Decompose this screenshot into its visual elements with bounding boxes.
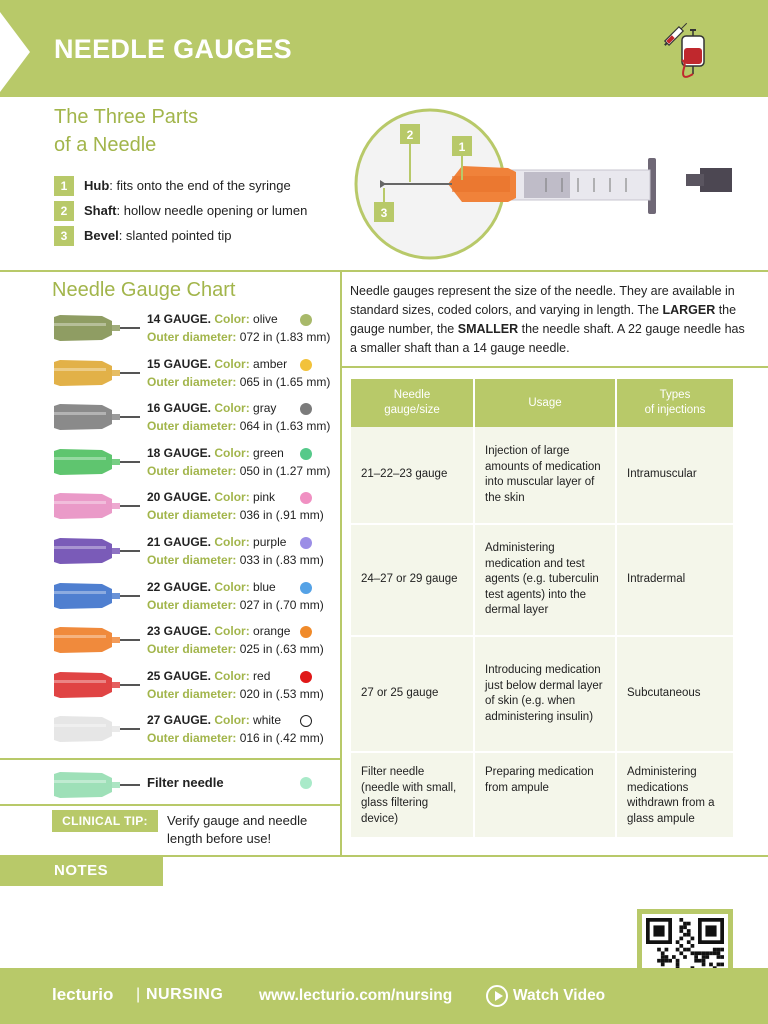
intro-divider — [342, 366, 768, 368]
color-dot — [300, 715, 312, 727]
gauge-outer-diameter: Outer diameter: 033 in (.83 mm) — [147, 553, 324, 567]
gauge-name: 27 GAUGE. Color: white — [147, 713, 282, 727]
gauge-outer-diameter: Outer diameter: 016 in (.42 mm) — [147, 731, 324, 745]
cell-size: 27 or 25 gauge — [351, 637, 475, 751]
column-divider — [340, 270, 342, 855]
part-desc: : fits onto the end of the syringe — [109, 178, 291, 193]
lecturio-logo[interactable]: lecturio — [52, 985, 114, 1004]
gauge-name: 15 GAUGE. Color: amber — [147, 357, 288, 371]
brand-separator: | — [136, 986, 141, 1003]
gauge-outer-diameter: Outer diameter: 036 in (.91 mm) — [147, 508, 324, 522]
gauge-name: 21 GAUGE. Color: purple — [147, 535, 287, 549]
gauge-row — [0, 577, 340, 621]
page-title: NEEDLE GAUGES — [54, 34, 292, 64]
gauge-name: 20 GAUGE. Color: pink — [147, 490, 276, 504]
color-dot — [300, 626, 312, 638]
gauge-row — [0, 621, 340, 665]
part-number-badge: 1 — [54, 176, 74, 196]
cell-size: 21–22–23 gauge — [351, 427, 475, 523]
diagram-label-2: 2 — [406, 128, 414, 142]
gauge-name: 22 GAUGE. Color: blue — [147, 580, 276, 594]
gauge-chart-title: Needle Gauge Chart — [52, 279, 236, 301]
gauge-name: 18 GAUGE. Color: green — [147, 446, 284, 460]
gauge-row — [0, 710, 340, 754]
intro-paragraph: Needle gauges represent the size of the needle. They are available in standard sizes, coded colors, and varying in length. The LARGER the gauge number, the SMALLER the needle shaft. A 22 gauge needle has a smaller shaft than a 14 gauge needle. — [350, 284, 745, 355]
cell-type: Intradermal — [627, 573, 686, 586]
color-dot — [300, 403, 312, 415]
cell-usage: Administering medication and test agents (e.g. tuberculin test agents) into the dermal layer — [475, 525, 617, 635]
needle-hub-image — [52, 625, 142, 660]
gauge-outer-diameter: Outer diameter: 025 in (.63 mm) — [147, 642, 324, 656]
clinical-tip-text: Verify gauge and needle length before use! — [167, 813, 308, 846]
needle-hub-image — [52, 313, 142, 348]
part-number-badge: 3 — [54, 226, 74, 246]
needle-hub-image — [52, 581, 142, 616]
gauge-row — [0, 443, 340, 487]
part-term: Shaft — [84, 203, 117, 218]
parts-title: The Three Parts of a Needle — [54, 106, 199, 156]
cell-usage: Introducing medication just below dermal layer of skin (e.g. when administering insulin) — [475, 637, 617, 751]
table-row — [351, 637, 733, 753]
table-row — [351, 753, 733, 839]
gauge-name: 23 GAUGE. Color: orange — [147, 624, 291, 638]
color-dot — [300, 448, 312, 460]
diagram-label-3: 3 — [380, 206, 388, 220]
cell-usage: Preparing medication from ampule — [475, 753, 617, 837]
section-divider — [0, 270, 768, 272]
gauge-row — [0, 666, 340, 710]
gauge-row — [0, 487, 340, 531]
header-usage: Usage — [475, 379, 617, 427]
cell-size: Filter needle (needle with small, glass filtering device) — [351, 753, 475, 837]
gauge-outer-diameter: Outer diameter: 072 in (1.83 mm) — [147, 330, 331, 344]
gauge-outer-diameter: Outer diameter: 050 in (1.27 mm) — [147, 464, 331, 478]
gauge-outer-diameter: Outer diameter: 020 in (.53 mm) — [147, 687, 324, 701]
parts-list — [54, 173, 307, 248]
website-link[interactable]: www.lecturio.com/nursing — [259, 987, 453, 1004]
header-needle-size: Needle gauge/size — [351, 379, 475, 427]
needle-hub-image — [52, 402, 142, 437]
needle-hub-image — [52, 770, 142, 805]
part-desc: : slanted pointed tip — [118, 228, 232, 243]
gauge-row — [0, 354, 340, 398]
play-icon[interactable] — [486, 985, 508, 1007]
part-bevel — [54, 223, 307, 248]
part-number-badge: 2 — [54, 201, 74, 221]
header-chevron — [0, 12, 30, 92]
gauge-row — [0, 398, 340, 442]
needle-hub-image — [52, 491, 142, 526]
cell-type: Intramuscular — [627, 468, 697, 481]
syringe-diagram — [340, 106, 768, 266]
needle-hub-image — [52, 714, 142, 749]
gauge-row — [0, 309, 340, 353]
part-term: Hub — [84, 178, 110, 193]
gauge-outer-diameter: Outer diameter: 027 in (.70 mm) — [147, 598, 324, 612]
clinical-tip-badge: CLINICAL TIP: — [52, 810, 158, 832]
table-row — [351, 427, 733, 525]
gauge-row — [0, 532, 340, 576]
part-hub — [54, 173, 307, 198]
table-header — [351, 379, 733, 427]
diagram-label-1: 1 — [458, 140, 466, 154]
notes-label: NOTES — [0, 855, 163, 886]
color-dot — [300, 359, 312, 371]
part-shaft — [54, 198, 307, 223]
color-dot — [300, 314, 312, 326]
part-term: Bevel — [84, 228, 119, 243]
cell-usage: Injection of large amounts of medication into muscular layer of the skin — [475, 427, 617, 523]
color-dot — [300, 777, 312, 789]
gauge-name: 16 GAUGE. Color: gray — [147, 401, 277, 415]
watch-video-link[interactable]: Watch Video — [513, 987, 606, 1004]
brand-nursing: NURSING — [146, 986, 224, 1003]
color-dot — [300, 671, 312, 683]
cell-size: 24–27 or 29 gauge — [351, 525, 475, 635]
color-dot — [300, 537, 312, 549]
needle-hub-image — [52, 447, 142, 482]
gauge-outer-diameter: Outer diameter: 065 in (1.65 mm) — [147, 375, 331, 389]
cell-type: Subcutaneous — [627, 687, 701, 700]
gauge-name: 25 GAUGE. Color: red — [147, 669, 271, 683]
injection-table — [351, 379, 733, 839]
gauge-name: 14 GAUGE. Color: olive — [147, 312, 278, 326]
needle-hub-image — [52, 670, 142, 705]
part-desc: : hollow needle opening or lumen — [116, 203, 308, 218]
header-injection-types: Types of injections — [644, 389, 706, 416]
color-dot — [300, 582, 312, 594]
iv-bag-syringe-icon — [660, 18, 718, 86]
filter-needle-label: Filter needle — [147, 775, 224, 790]
color-dot — [300, 492, 312, 504]
needle-hub-image — [52, 536, 142, 571]
needle-hub-image — [52, 358, 142, 393]
table-row — [351, 525, 733, 637]
gauge-outer-diameter: Outer diameter: 064 in (1.63 mm) — [147, 419, 331, 433]
filter-divider — [0, 758, 340, 760]
cell-type: Administering medications withdrawn from a glass ampule — [627, 766, 715, 825]
